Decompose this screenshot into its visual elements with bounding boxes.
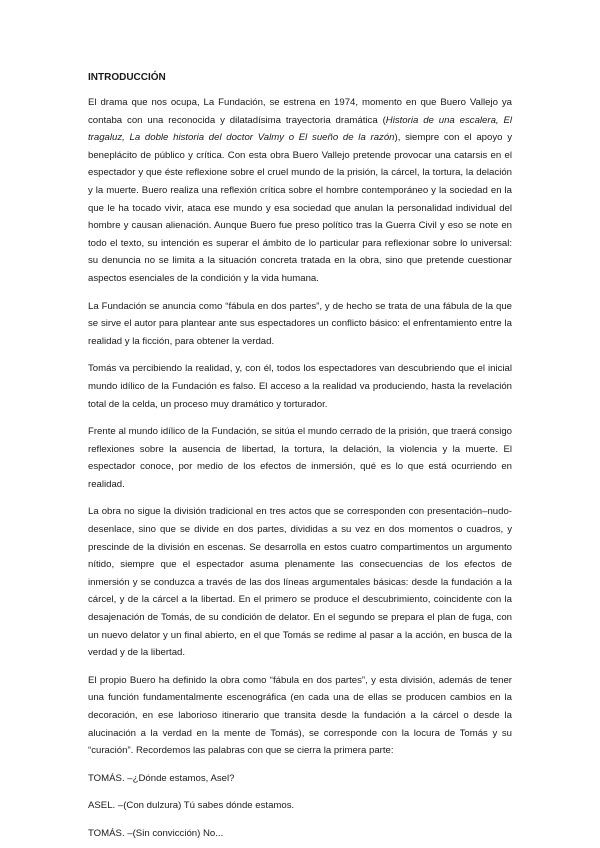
dialogue-line-3: TOMÁS. –(Sin convicción) No... <box>88 827 224 839</box>
paragraph-1 <box>88 94 512 288</box>
paragraph-2: La Fundación se anuncia como “fábula en dos partes”, y de hecho se trata de una fábula de la que se sirve el autor para plantear ante sus espectadores un conflicto básico: el enfrentamiento entre la realidad y la ficción, para obtener la verdad. <box>88 300 512 347</box>
section-title: INTRODUCCIÓN <box>88 72 166 83</box>
paragraph-5: La obra no sigue la división tradicional en tres actos que se corresponden con presentación–nudo-desenlace, sino que se divide en dos partes, divididas a su vez en dos momentos o cuadros, y prescinde de la división en escenas. Se desarrolla en estos cuatro compartimentos un argumento nítido, siempre que el espectador asuma plenamente las consecuencias de los efectos de inmersión y se conduzca a través de las dos líneas argumentales básicas: desde la fundación a la cárcel, y de la cárcel a la libertad. En el primero se produce el descubrimiento, coincidente con la desajenación de Tomás, de su condición de delator. En el segundo se prepara el plan de fuga, con un nuevo delator y un final abierto, en el que Tomás se redime al pasar a la acción, en busca de la verdad y de la libertad. <box>88 506 512 659</box>
paragraph-3: Tomás va percibiendo la realidad, y, con él, todos los espectadores van descubriendo que el inicial mundo idílico de la Fundación es falso. El acceso a la realidad va produciendo, hasta la revelación total de la celda, un proceso muy dramático y torturador. <box>88 363 512 410</box>
dialogue-line-1: TOMÁS. –¿Dónde estamos, Asel? <box>88 772 235 784</box>
dialogue-line-2: ASEL. –(Con dulzura) Tú sabes dónde estamos. <box>88 800 295 812</box>
works-list: Historia de una escalera, El tragaluz, La doble historia del doctor Valmy o El sueño de la razón <box>88 114 512 144</box>
paragraph-4: Frente al mundo idílico de la Fundación, se sitúa el mundo cerrado de la prisión, que traerá consigo reflexiones sobre la ausencia de libertad, la tortura, la delación, la violencia y la muerte. El espectador conoce, por medio de los efectos de inmersión, qué es lo que está ocurriendo en realidad. <box>88 426 512 490</box>
paragraph-6: El propio Buero ha definido la obra como “fábula en dos partes”, y esta división, además de tener una función fundamentalmente escenográfica (en cada una de ellas se producen cambios en la decoración, en ese laborioso itinerario que transita desde la fundación a la cárcel o desde la alucinación a la verdad en la mente de Tomás), se corresponde con la locura de Tomás y su “curación”. Recordemos las palabras con que se cierra la primera parte: <box>88 674 512 757</box>
paragraph-1-text-a: El drama que nos ocupa, La Fundación, se estrena en 1974, momento en que Buero Vallejo ya contaba con una reconocida y dilatadísima trayectoria dramática ( <box>88 97 512 126</box>
paragraph-1-text-b: ), siempre con el apoyo y beneplácito de público y crítica. Con esta obra Buero Vallejo pretende provocar una catarsis en el espectador y que éste reflexione sobre el cruel mundo de la prisión, la cárcel, la tortura, la delación y la muerte. Buero realiza una reflexión crítica sobre el hombre contemporáneo y la sociedad en la que le ha tocado vivir, ataca ese mundo y esa sociedad que anulan la personalidad individual del hombre y causan alienación. Aunque Buero fue preso político tras la Guerra Civil y eso se note en todo el texto, su intención es superar el ámbito de lo particular para reflexionar sobre lo universal: su denuncia no se limita a la situación concreta tratada en la obra, sino que pretende cuestionar aspectos esenciales de la condición y la vida humana. <box>88 132 512 284</box>
